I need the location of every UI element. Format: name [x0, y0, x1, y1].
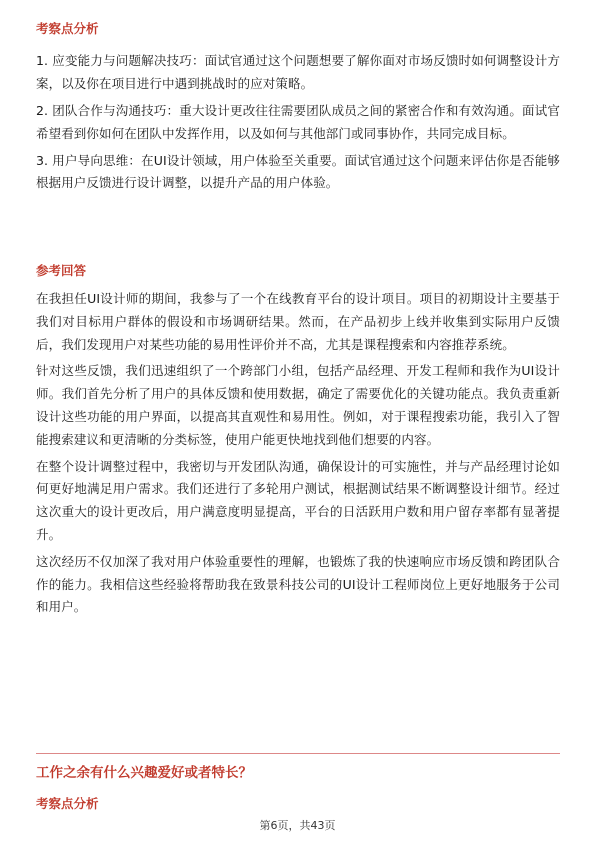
next-question-heading: 工作之余有什么兴趣爱好或者特长？: [36, 765, 252, 781]
page-footer: 第6页，共43页: [259, 819, 336, 832]
answer-paragraph-2: 针对这些反馈，我们迅速组织了一个跨部门小组，包括产品经理、开发工程师和我作为UI设计师。我们首先分析了用户的具体反馈和使用数据，确定了需要优化的关键功能点。我负责重新设计这些功能的用户界面，以提高其直观性和易用性。例如，对于课程搜索功能，我引入了智能搜索建议和更清晰的分类标签，使用户能更快地找到他们想要的内容。: [36, 363, 560, 447]
answer-paragraph-3: 在整个设计调整过程中，我密切与开发团队沟通，确保设计的可实施性，并与产品经理讨论如何更好地满足用户需求。我们还进行了多轮用户测试，根据测试结果不断调整设计细节。经过这次重大的设计更改后，用户满意度明显提高，平台的日活跃用户数和用户留存率都有显著提升。: [36, 458, 560, 542]
answer-paragraph-4: 这次经历不仅加深了我对用户体验重要性的理解，也锻炼了我的快速响应市场反馈和跨团队合作的能力。我相信这些经验将帮助我在致景科技公司的UI设计工程师岗位上更好地服务于公司和用户。: [36, 553, 560, 615]
analysis-item-1: 1. 应变能力与问题解决技巧：面试官通过这个问题想要了解你面对市场反馈时如何调整设计方案，以及你在项目进行中遇到挑战时的应对策略。: [36, 53, 560, 91]
analysis-item-2: 2. 团队合作与沟通技巧：重大设计更改往往需要团队成员之间的紧密合作和有效沟通。面试官希望看到你如何在团队中发挥作用，以及如何与其他部门或同事协作，共同完成目标。: [36, 102, 560, 141]
analysis-item-3: 3. 用户导向思维：在UI设计领域，用户体验至关重要。面试官通过这个问题来评估你是否能够根据用户反馈进行设计调整，以提升产品的用户体验。: [36, 152, 560, 191]
next-analysis-heading: 考察点分析: [36, 796, 99, 811]
section-divider: [36, 753, 560, 754]
answer-heading: 参考回答: [36, 263, 87, 278]
answer-paragraph-1: 在我担任UI设计师的期间，我参与了一个在线教育平台的设计项目。项目的初期设计主要基于我们对目标用户群体的假设和市场调研结果。然而，在产品初步上线并收集到实际用户反馈后，我们发现用户对某些功能的易用性评价并不高，尤其是课程搜索和内容推荐系统。: [36, 291, 560, 352]
answer-body: [36, 288, 560, 623]
analysis-list: [36, 50, 560, 199]
analysis-heading: 考察点分析: [36, 21, 99, 36]
